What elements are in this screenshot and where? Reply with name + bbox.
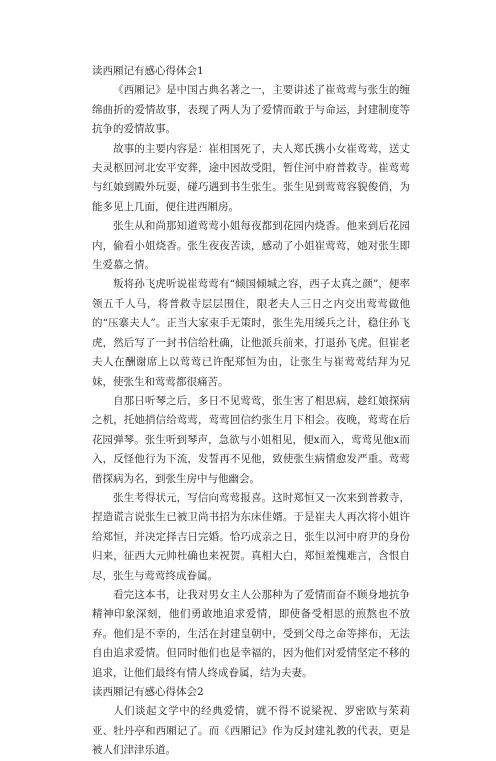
paragraph: 看完这本书，让我对男女主人公那种为了爱情而奋不顾身地抗争精神印象深刻，他们勇敢地追求爱情，即使备受相思的煎熬也不放弃。他们是不幸的，生活在封建皇朝中，受到父母之命等摔布，无法自由追求爱情。但同时他们也是幸福的，因为他们对爱情坚定不移的追求，让他们最终有情人终成眷属，结为夫妻。 — [92, 588, 410, 679]
paragraph: 张生考得状元，写信向莺莺报喜。这时郑恒又一次来到普救寺，捏造谎言说张生已被卫尚书招为东床佳婿。于是崔夫人再次将小姐许给郑恒，并决定择吉日完婚。恰巧成亲之日，张生以河中府尹的身份归来，征西大元帅杜确也来祝贺。真相大白，郑恒羞愧难言，含恨自尽，张生与莺莺终成眷属。 — [92, 491, 410, 582]
section-title: 读西厢记有感心得体会1 — [92, 65, 204, 77]
paragraph: 人们谈起文学中的经典爱情，就不得不说梁祝、罗密欧与茱莉亚、牡丹亭和西厢记了。而《西厢记》作为反封建礼教的代表，更是被人们津津乐道。 — [92, 705, 410, 757]
document-page — [92, 62, 410, 761]
paragraph: 故事的主要内容是：崔相国死了，夫人郑氏携小女崔莺莺，送丈夫灵柩回河北安平安葬，途中因故受阻，暂住河中府普救寺。崔莺莺与红娘到殿外玩耍，碰巧遇到书生张生。张生见到莺莺容貌俊俏，为能多见上几面，便住进西厢房。 — [92, 142, 410, 213]
paragraph: 叛将孙飞虎听说崔莺莺有“倾国倾城之容，西子太真之颜”，便率领五千人马，将普救寺层层围住，限老夫人三日之内交出莺莺做他的“压寨夫人”。正当大家束手无策时，张生先用缓兵之计，稳住孙飞虎，然后写了一封书信给杜确，让他派兵前来，打退孙飞虎。但崔老夫人在酬谢席上以莺莺已许配郑恒为由，让张生与崔莺莺结拜为兄妹，使张生和莺莺都很痛苦。 — [92, 278, 410, 388]
paragraph: 张生从和尚那知道莺莺小姐每夜都到花园内烧香。他来到后花园内，偷看小姐烧香。张生夜夜苦读，感动了小姐崔莺莺，她对张生即生爱慕之情。 — [92, 220, 410, 272]
paragraph: 《西厢记》是中国古典名著之一，主要讲述了崔莺莺与张生的缠绵曲折的爱情故事，表现了两人为了爱情而敢于与命运，封建制度等抗争的爱情故事。 — [92, 84, 410, 136]
paragraph: 自那日听琴之后，多日不见莺莺，张生害了相思病，趁红娘探病之机，托她捎信给莺莺，莺莺回信约张生月下相会。夜晚，莺莺在后花园弹琴。张生听到琴声，急欲与小姐相见，便x而入，莺莺见他x而入，反怪他行为下流，发誓再不见他，致使张生病情愈发严重。莺莺借探病为名，到张生房中与他幽会。 — [92, 394, 410, 485]
section-title: 读西厢记有感心得体会2 — [92, 686, 204, 698]
